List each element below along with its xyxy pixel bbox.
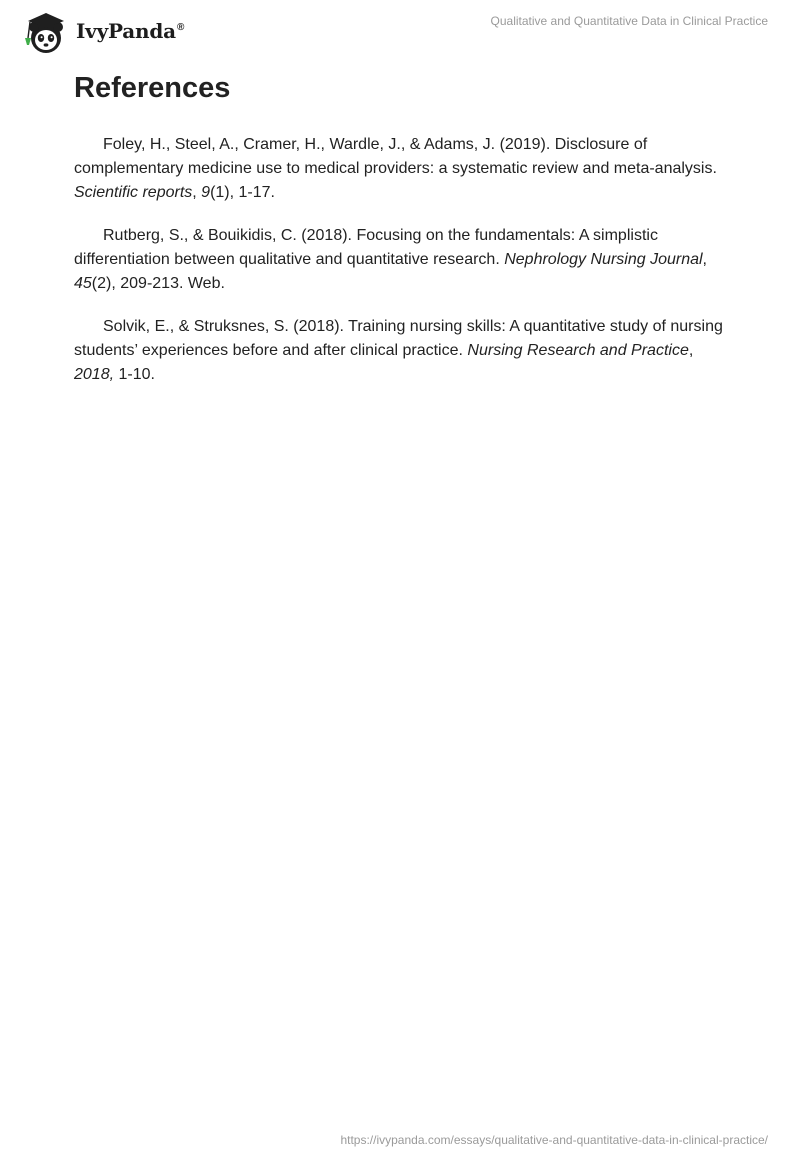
registered-mark: ® [176, 22, 185, 34]
reference-separator: , [688, 342, 694, 359]
reference-authors: Foley, H., Steel, A., Cramer, H., Wardle, J., & Adams, J. (2019). Disclosure of complementary medicine use to medical providers: a systematic review and meta-analysis. [74, 136, 717, 177]
reference-separator: , [702, 251, 707, 268]
reference-list [74, 133, 724, 406]
ivypanda-logo[interactable] [16, 8, 184, 56]
panda-graduation-cap-icon [16, 8, 72, 56]
reference-journal: Scientific reports [74, 184, 193, 201]
reference-volume: 2018, [74, 366, 115, 383]
brand-name: IvyPanda® [76, 19, 185, 43]
reference-separator: , [192, 184, 202, 201]
reference-item [74, 133, 724, 205]
reference-item [74, 315, 724, 387]
page-heading: References [74, 72, 231, 104]
document-title: Qualitative and Quantitative Data in Clinical Practice [490, 14, 768, 28]
page-header [0, 0, 800, 70]
reference-volume: 9 [201, 184, 211, 201]
reference-volume: 45 [74, 275, 92, 292]
reference-authors: Solvik, E., & Struksnes, S. (2018). Training nursing skills: A quantitative study of nursing students’ experiences before and after clinical practice. [74, 318, 723, 359]
reference-pages: (2), 209-213. Web. [91, 275, 225, 292]
reference-authors: Rutberg, S., & Bouikidis, C. (2018). Focusing on the fundamentals: A simplistic differentiation between qualitative and quantitative research. [74, 227, 658, 268]
reference-journal: Nursing Research and Practice [467, 342, 689, 359]
reference-pages: 1-10. [114, 366, 155, 383]
reference-item [74, 224, 724, 296]
source-url[interactable]: https://ivypanda.com/essays/qualitative-and-quantitative-data-in-clinical-practice/ [340, 1133, 768, 1147]
reference-journal: Nephrology Nursing Journal [504, 251, 703, 268]
reference-pages: (1), 1-17. [210, 184, 275, 201]
